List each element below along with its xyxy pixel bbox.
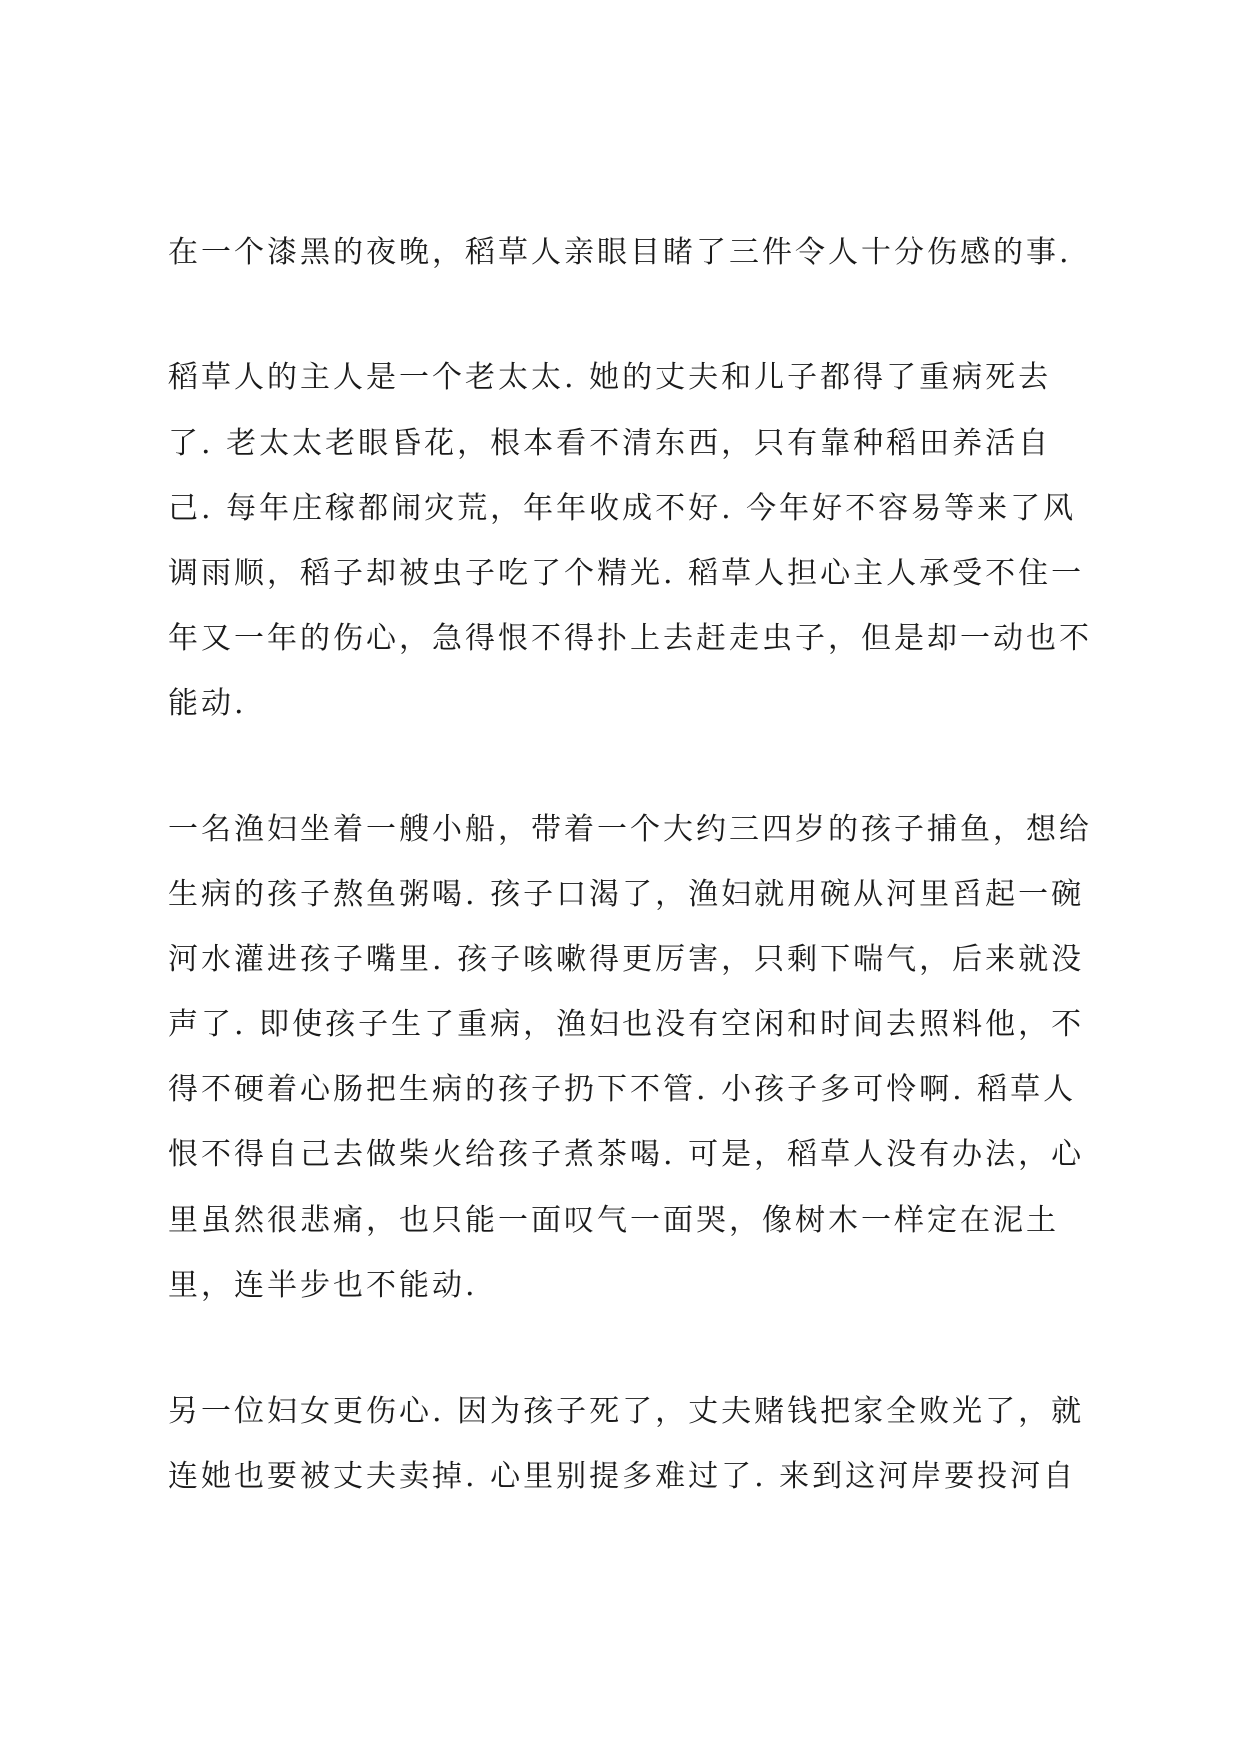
- paragraph-3-line-1: 一名渔妇坐着一艘小船，带着一个大约三四岁的孩子捕鱼，想给: [168, 812, 1092, 847]
- paragraph-2-line-6: 能动.: [168, 686, 247, 721]
- paragraph-2-line-4: 调雨顺，稻子却被虫子吃了个精光. 稻草人担心主人承受不住一: [168, 556, 1085, 591]
- paragraph-3-line-3: 河水灌进孩子嘴里. 孩子咳嗽得更厉害，只剩下喘气，后来就没: [168, 942, 1085, 977]
- paragraph-3-line-4: 声了. 即使孩子生了重病，渔妇也没有空闲和时间去照料他，不: [168, 1007, 1085, 1042]
- paragraph-3-line-2: 生病的孩子熬鱼粥喝. 孩子口渴了，渔妇就用碗从河里舀起一碗: [168, 877, 1085, 912]
- paragraph-3-line-5: 得不硬着心肠把生病的孩子扔下不管. 小孩子多可怜啊. 稻草人: [168, 1072, 1077, 1107]
- paragraph-4-line-2: 连她也要被丈夫卖掉. 心里别提多难过了. 来到这河岸要投河自: [168, 1459, 1077, 1494]
- paragraph-2-line-1: 稻草人的主人是一个老太太. 她的丈夫和儿子都得了重病死去: [168, 360, 1052, 395]
- paragraph-2-line-2: 了. 老太太老眼昏花，根本看不清东西，只有靠种稻田养活自: [168, 426, 1052, 461]
- paragraph-3-line-7: 里虽然很悲痛，也只能一面叹气一面哭，像树木一样定在泥土: [168, 1203, 1059, 1238]
- paragraph-2-line-3: 己. 每年庄稼都闹灾荒，年年收成不好. 今年好不容易等来了风: [168, 491, 1077, 526]
- paragraph-1-line-1: 在一个漆黑的夜晚，稻草人亲眼目睹了三件令人十分伤感的事.: [168, 235, 1072, 270]
- paragraph-2-line-5: 年又一年的伤心，急得恨不得扑上去赶走虫子，但是却一动也不: [168, 621, 1092, 656]
- paragraph-3-line-8: 里，连半步也不能动.: [168, 1268, 478, 1303]
- paragraph-3-line-6: 恨不得自己去做柴火给孩子煮茶喝. 可是，稻草人没有办法，心: [168, 1137, 1085, 1172]
- paragraph-4-line-1: 另一位妇女更伤心. 因为孩子死了，丈夫赌钱把家全败光了，就: [168, 1394, 1085, 1429]
